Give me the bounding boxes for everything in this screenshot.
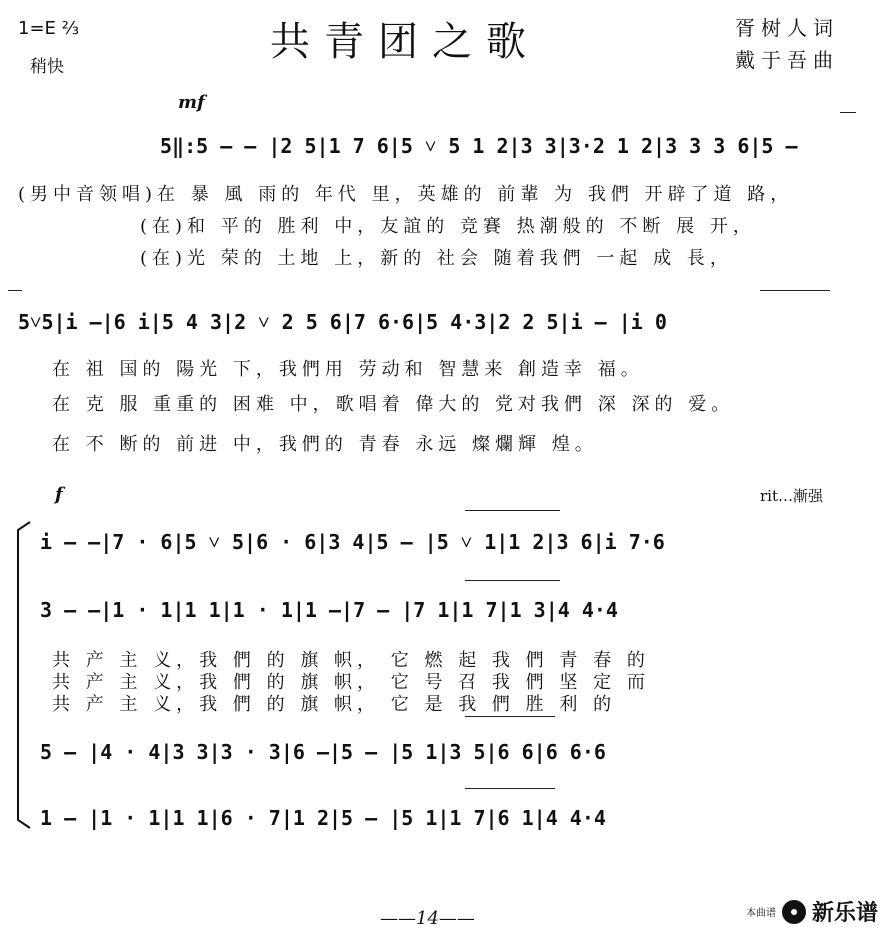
watermark-logo [746,896,878,927]
tie-line [760,290,830,291]
tie-line [465,580,560,581]
lyric-line-3-1: 共 产 主 义，我 們 的 旗 帜， 它 燃 起 我 們 青 春 的 [52,650,650,671]
tempo-marking: 稍快 [30,57,64,77]
voice-2-line: 3 — —|1 · 1|1 1|1 · 1|1 —|7 — |7 1|1 7|1 3|4 4·4 [40,598,618,622]
lyric-line-3-3: 共 产 主 义，我 們 的 旗 帜， 它 是 我 們 胜 利 的 [52,694,617,715]
lyric-line-1-3: (在)光 荣的 土地 上，新的 社会 随着我們 一起 成 長， [140,248,733,269]
disc-icon [782,900,806,924]
lyric-line-1-2: (在)和 平的 胜利 中，友誼的 竞賽 热潮般的 不断 展 开， [140,216,756,237]
tie-line [465,716,555,717]
system-brace [14,520,32,830]
lyric-line-3-2: 共 产 主 义，我 們 的 旗 帜， 它 号 召 我 們 坚 定 而 [52,672,650,693]
dynamic-mark-f: f [55,484,63,505]
lyricist-credit: 胥树人词 [735,16,839,40]
composer-credit: 戴于吾曲 [735,48,839,72]
lyric-line-2-1: 在 祖 国的 陽光 下，我們用 劳动和 智慧来 創造幸 福。 [52,359,644,380]
melody-line-1: 5‖:5 — — |2 5|1 7 6|5 ˅ 5 1 2|3 3|3·2 1 2|3 3 3 6|5 — [160,134,798,158]
key-signature: 1=E ⅔ [18,18,80,39]
rit-marking: rit…漸强 [760,487,823,505]
tie-line [840,112,856,113]
tie-line [465,788,555,789]
voice-3-line: 5 — |4 · 4|3 3|3 · 3|6 —|5 — |5 1|3 5|6 6|6 6·6 [40,740,606,764]
voice-4-line: 1 — |1 · 1|1 1|6 · 7|1 2|5 — |5 1|1 7|6 1|4 4·4 [40,806,606,830]
voice-1-line: i — —|7 · 6|5 ˅ 5|6 · 6|3 4|5 — |5 ˅ 1|1 2|3 6|i 7·6 [40,530,665,554]
lyric-line-2-3: 在 不 断的 前进 中，我們的 青春 永远 燦爛輝 煌。 [52,434,598,455]
melody-line-2: 5˅5|i —|6 i|5 4 3|2 ˅ 2 5 6|7 6·6|5 4·3|2 2 5|i — |i 0 [18,310,667,334]
lyric-line-2-2: 在 克 服 重重的 困难 中，歌唱着 偉大的 党对我們 深 深的 爱。 [52,394,735,415]
song-title: 共青团之歌 [270,19,540,65]
tie-line [8,290,22,291]
tie-line [465,510,560,511]
watermark-brand: 新乐谱 [811,901,878,926]
watermark-caption: 本曲谱 [745,908,776,919]
lyric-line-1-1: (男中音领唱)在 暴 風 雨的 年代 里，英雄的 前輩 为 我們 开辟了道 路， [18,184,794,205]
page-number: ——14—— [380,908,475,929]
dynamic-mark-mf: mf [178,92,205,113]
